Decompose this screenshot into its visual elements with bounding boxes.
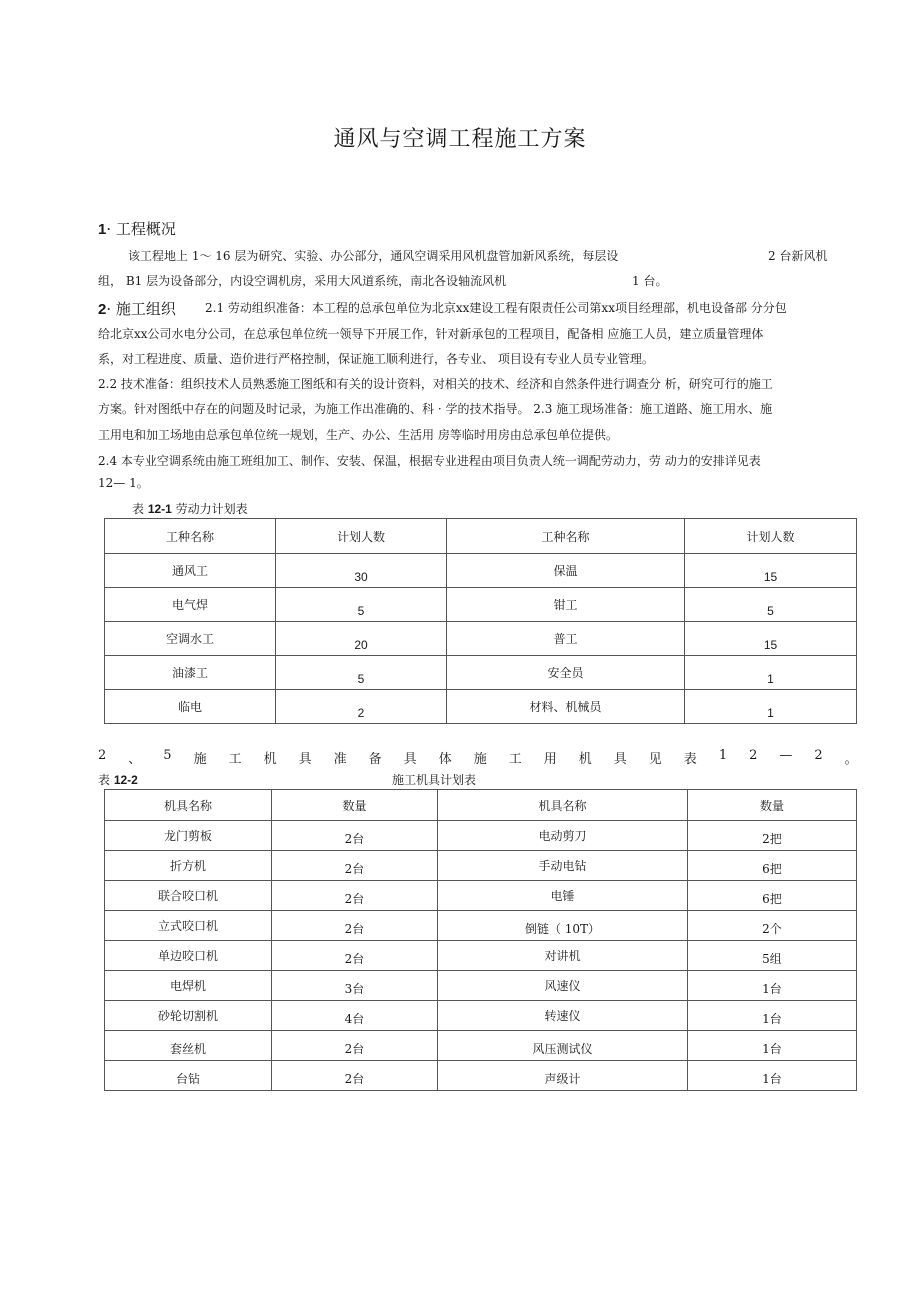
table-cell: 台钻 xyxy=(105,1061,272,1091)
table-cell: 转速仪 xyxy=(438,1001,688,1031)
s25-char: 具 xyxy=(613,752,627,767)
s25-char: 准 xyxy=(333,752,347,767)
table-row xyxy=(105,881,857,911)
section-1-heading xyxy=(98,218,176,239)
s25-char: 2 xyxy=(749,748,758,763)
section-2-title: · 施工组织 xyxy=(106,300,176,318)
table-cell: 3台 xyxy=(272,971,438,1001)
section-2-number: 2 xyxy=(98,301,107,318)
table-cell: 1 xyxy=(685,690,857,724)
table-row xyxy=(105,1001,857,1031)
table-cell: 5 xyxy=(685,588,857,622)
table-header-cell: 工种名称 xyxy=(105,519,276,554)
s25-char: 施 xyxy=(193,752,207,767)
table-cell: 6把 xyxy=(688,851,857,881)
table-cell: 15 xyxy=(685,622,857,656)
table-cell: 2把 xyxy=(688,821,857,851)
table-cell: 普工 xyxy=(447,622,685,656)
table-cell: 砂轮切割机 xyxy=(105,1001,272,1031)
table-cell: 20 xyxy=(276,622,447,656)
table-cell: 倒链（ 10T） xyxy=(438,911,688,941)
table-cell: 立式咬口机 xyxy=(105,911,272,941)
s25-char: 备 xyxy=(368,752,382,767)
s25-line xyxy=(98,748,858,767)
table-header-cell: 机具名称 xyxy=(105,790,272,821)
table-cell: 2台 xyxy=(272,941,438,971)
table-cell: 2 xyxy=(276,690,447,724)
s2-line-8: 12— 1。 xyxy=(98,476,149,490)
table-row xyxy=(105,941,857,971)
table-2-caption xyxy=(98,772,138,788)
table-cell: 手动电钻 xyxy=(438,851,688,881)
s25-char: 。 xyxy=(844,752,858,767)
table-cell: 电动剪刀 xyxy=(438,821,688,851)
s2-line-6: 工用电和加工场地由总承包单位统一规划，生产、办公、生活用 房等临时用房由总承包单位提供。 xyxy=(98,428,618,442)
s2-line-1: 2.1 劳动组织准备：本工程的总承包单位为北京xx建设工程有限责任公司第xx项目经理部，机电设备部 分分包 xyxy=(205,301,787,315)
table-row xyxy=(105,1031,857,1061)
table-cell: 空调水工 xyxy=(105,622,276,656)
s25-char: 工 xyxy=(228,752,242,767)
table-header-cell: 数量 xyxy=(688,790,857,821)
table-cell: 2台 xyxy=(272,911,438,941)
s25-char: 1 xyxy=(718,748,728,763)
table-1-caption-prefix: 表 xyxy=(132,502,148,516)
table-cell: 5 xyxy=(276,656,447,690)
table-row xyxy=(105,1061,857,1091)
table-cell: 2台 xyxy=(272,821,438,851)
s25-char: 施 xyxy=(473,752,487,767)
table-cell: 电锤 xyxy=(438,881,688,911)
table-header-row xyxy=(105,790,857,821)
table-cell: 套丝机 xyxy=(105,1031,272,1061)
table-cell: 临电 xyxy=(105,690,276,724)
table-row xyxy=(105,690,857,724)
s2-line-2: 给北京xx公司水电分公司，在总承包单位统一领导下开展工作，针对新承包的工程项目，配备相 应施工人员，建立质量管理体 xyxy=(98,327,764,341)
s25-char: 体 xyxy=(438,752,452,767)
s25-char: 表 xyxy=(683,752,697,767)
table-cell: 2台 xyxy=(272,881,438,911)
section-2-heading xyxy=(98,298,176,319)
table-cell: 声级计 xyxy=(438,1061,688,1091)
table-cell: 2个 xyxy=(688,911,857,941)
table-row xyxy=(105,622,857,656)
table-cell: 1台 xyxy=(688,971,857,1001)
table-cell: 1 xyxy=(685,656,857,690)
table-2-caption-number: 12-2 xyxy=(113,773,138,787)
s25-char: — xyxy=(779,748,793,763)
table-header-cell: 工种名称 xyxy=(447,519,685,554)
page-title: 通风与空调工程施工方案 xyxy=(333,127,587,152)
table-cell: 1台 xyxy=(688,1001,857,1031)
s25-char: 具 xyxy=(298,752,312,767)
table-cell: 材料、机械员 xyxy=(447,690,685,724)
s1-line-1b: 2 台新风机 xyxy=(768,249,828,263)
table-2-caption-prefix: 表 xyxy=(98,773,114,787)
table-cell: 安全员 xyxy=(447,656,685,690)
s25-char: 具 xyxy=(403,752,417,767)
s25-char: 工 xyxy=(508,752,522,767)
s25-char: 2 xyxy=(98,748,107,763)
table-1-caption-number: 12-1 xyxy=(147,502,172,516)
table-row xyxy=(105,911,857,941)
s25-char: 机 xyxy=(578,752,592,767)
s25-char: 见 xyxy=(648,752,662,767)
table-header-cell: 数量 xyxy=(272,790,438,821)
table-row xyxy=(105,588,857,622)
table-cell: 2台 xyxy=(272,851,438,881)
table-cell: 1台 xyxy=(688,1061,857,1091)
table-cell: 通风工 xyxy=(105,554,276,588)
labor-plan-table xyxy=(104,518,857,724)
table-cell: 单边咬口机 xyxy=(105,941,272,971)
s1-line-2a: 组， B1 层为设备部分，内设空调机房，采用大风道系统，南北各设轴流风机 xyxy=(98,274,507,288)
table-cell: 保温 xyxy=(447,554,685,588)
table-header-cell: 计划人数 xyxy=(685,519,857,554)
table-row xyxy=(105,851,857,881)
s25-char: 2 xyxy=(814,748,823,763)
table-row xyxy=(105,656,857,690)
table-row xyxy=(105,554,857,588)
table-cell: 电焊机 xyxy=(105,971,272,1001)
table-cell: 15 xyxy=(685,554,857,588)
section-1-number: 1 xyxy=(98,221,107,238)
s2-line-4: 2.2 技术准备：组织技术人员熟悉施工图纸和有关的设计资料，对相关的技术、经济和自然条件进行调查分 析，研究可行的施工 xyxy=(98,377,773,391)
table-cell: 30 xyxy=(276,554,447,588)
table-cell: 2台 xyxy=(272,1061,438,1091)
s25-char: 5 xyxy=(163,748,172,763)
table-cell: 6把 xyxy=(688,881,857,911)
s25-char: 、 xyxy=(128,752,142,767)
s1-line-2b: 1 台。 xyxy=(632,274,668,288)
table-2-caption-title: 施工机具计划表 xyxy=(392,773,477,787)
table-cell: 风速仪 xyxy=(438,971,688,1001)
equipment-plan-table xyxy=(104,789,857,1091)
table-1-caption-text: 劳动力计划表 xyxy=(171,502,248,516)
s2-line-7: 2.4 本专业空调系统由施工班组加工、制作、安装、保温，根据专业进程由项目负责人统一调配劳动力，劳 动力的安排详见表 xyxy=(98,454,761,468)
table-cell: 风压测试仪 xyxy=(438,1031,688,1061)
table-cell: 钳工 xyxy=(447,588,685,622)
s1-line-1a: 该工程地上 1～ 16 层为研究、实验、办公部分，通风空调采用风机盘管加新风系统，每层设 xyxy=(128,249,619,263)
table-cell: 5 xyxy=(276,588,447,622)
table-cell: 电气焊 xyxy=(105,588,276,622)
s25-char: 用 xyxy=(543,752,557,767)
table-cell: 4台 xyxy=(272,1001,438,1031)
table-cell: 龙门剪板 xyxy=(105,821,272,851)
s25-char: 机 xyxy=(263,752,277,767)
table-cell: 2台 xyxy=(272,1031,438,1061)
table-header-cell: 计划人数 xyxy=(276,519,447,554)
s2-line-5: 方案。针对图纸中存在的问题及时记录，为施工作出准确的、科 · 学的技术指导。 2.3 施工现场准备：施工道路、施工用水、施 xyxy=(98,402,773,416)
s2-line-3: 系，对工程进度、质量、造价进行严格控制，保证施工顺利进行，各专业、 项目设有专业人员专业管理。 xyxy=(98,352,654,366)
table-cell: 1台 xyxy=(688,1031,857,1061)
table-cell: 对讲机 xyxy=(438,941,688,971)
table-header-row xyxy=(105,519,857,554)
table-cell: 油漆工 xyxy=(105,656,276,690)
section-1-title: · 工程概况 xyxy=(106,220,176,238)
table-cell: 联合咬口机 xyxy=(105,881,272,911)
table-1-caption xyxy=(132,501,248,517)
table-cell: 5组 xyxy=(688,941,857,971)
table-header-cell: 机具名称 xyxy=(438,790,688,821)
table-cell: 折方机 xyxy=(105,851,272,881)
table-row xyxy=(105,821,857,851)
table-row xyxy=(105,971,857,1001)
